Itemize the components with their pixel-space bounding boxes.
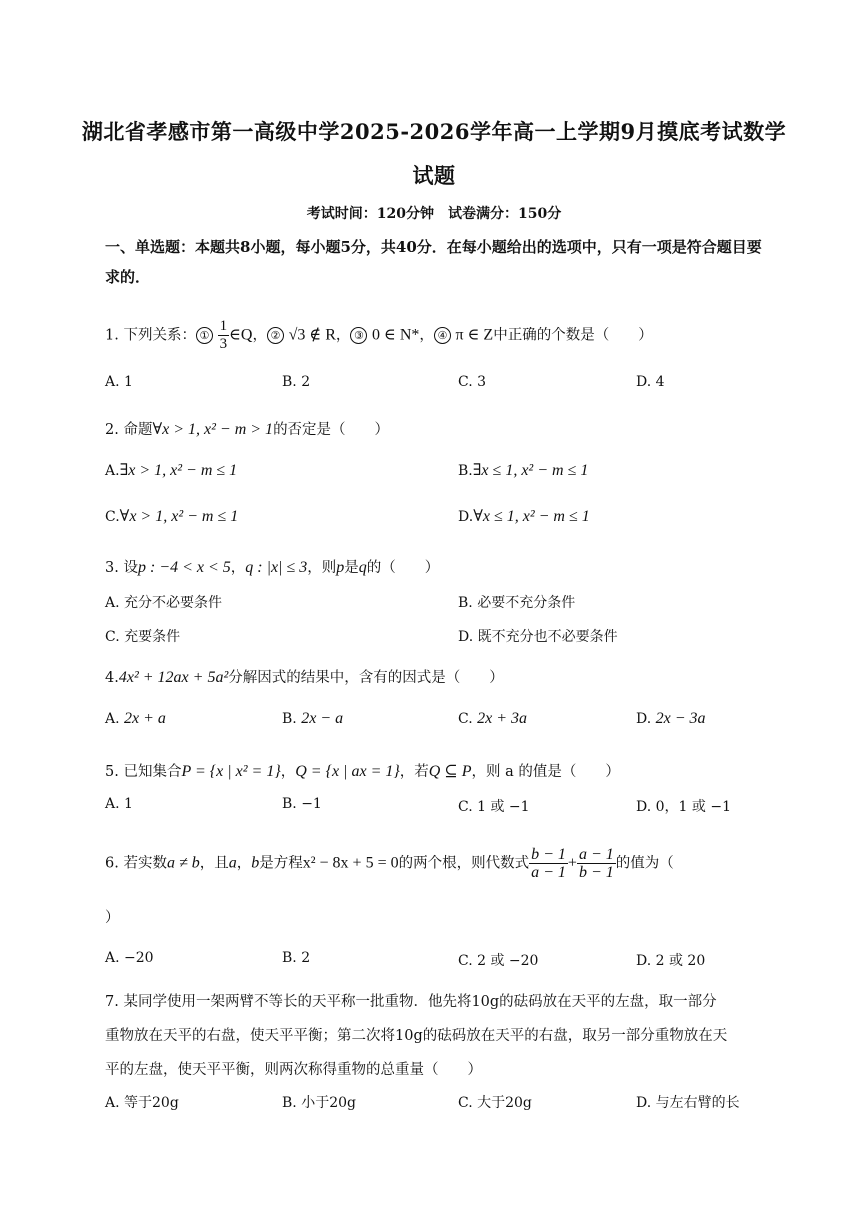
q3-p: p : −4 < x < 5 <box>137 559 231 576</box>
q1-circle-4: ④ <box>434 327 451 344</box>
q1-relation-2: √3 ∉ R <box>288 326 336 344</box>
question-2: 2. 命题∀x > 1, x² − m > 1的否定是（ ） <box>105 421 390 438</box>
q1-option-d: D. 4 <box>636 374 665 390</box>
q3-q: q : |x| ≤ 3 <box>245 559 308 576</box>
q1-circle-2: ② <box>267 327 284 344</box>
q6-option-d: D. 2 或 20 <box>636 953 706 969</box>
q6-fraction-2: $\frac{a - 1}{b - 1}$ <box>578 846 614 881</box>
q4-option-b: B. 2x − a <box>282 710 344 727</box>
q5-option-d: D. 0，1 或 −1 <box>636 799 731 815</box>
q7-option-d: D. 与左右臂的长 <box>636 1095 740 1111</box>
q1-relation-3: 0 ∈ N* <box>371 326 420 344</box>
question-3: 3. 设p : −4 < x < 5，q : |x| ≤ 3，则p是q的（ ） <box>105 559 440 576</box>
q3-option-a: A. 充分不必要条件 <box>105 595 223 611</box>
q5-subset: Q ⊆ P <box>428 763 472 780</box>
q3-option-c: C. 充要条件 <box>105 629 181 645</box>
question-7-line-2: 重物放在天平的右盘，使天平平衡；第二次将10g的砝码放在天平的右盘，取另一部分重物放在天 <box>105 1028 728 1044</box>
q2-option-a: A.∃x > 1, x² − m ≤ 1 <box>105 462 238 479</box>
q4-option-a: A. 2x + a <box>105 710 166 727</box>
exam-meta: 考试时间：120分钟 试卷满分：150分 <box>306 206 562 222</box>
question-6: 6. 若实数a ≠ b，且a，b是方程x² − 8x + 5 = 0的两个根，则代数式 $\frac{b - 1}{a - 1}$ + $\frac{a - 1}{b - 1}$ 的值为（ <box>105 846 674 881</box>
q5-option-c: C. 1 或 −1 <box>458 799 530 815</box>
q1-fraction: $\frac{1}{3}$ <box>219 318 228 352</box>
q1-lead: 1. 下列关系： <box>105 327 196 344</box>
question-5: 5. 已知集合P = {x | x² = 1}，Q = {x | ax = 1}，若Q ⊆ P，则 a 的值是（ ） <box>105 763 620 780</box>
q1-tail: 中正确的个数是（ ） <box>493 327 653 344</box>
q6-option-b: B. 2 <box>282 950 311 966</box>
q6-equation: x² − 8x + 5 = 0 <box>302 854 399 872</box>
q2-expr: ∀x > 1, x² − m > 1 <box>152 421 274 438</box>
exam-title-line2: 试题 <box>412 163 456 188</box>
q4-expr: 4x² + 12ax + 5a² <box>118 669 229 686</box>
q1-option-a: A. 1 <box>105 374 133 390</box>
q1-relation-4: π ∈ Z <box>455 326 494 344</box>
q7-option-c: C. 大于20g <box>458 1095 532 1111</box>
q6-fraction-1: $\frac{b - 1}{a - 1}$ <box>531 846 566 881</box>
q5-option-b: B. −1 <box>282 796 322 812</box>
q6-tail-line: ） <box>105 910 120 926</box>
q6-option-c: C. 2 或 −20 <box>458 953 539 969</box>
q1-circle-3: ③ <box>350 327 367 344</box>
question-7-line-3: 平的左盘，使天平平衡，则两次称得重物的总重量（ ） <box>105 1062 482 1078</box>
q2-option-d: D.∀x ≤ 1, x² − m ≤ 1 <box>458 508 590 525</box>
exam-title-line1: 湖北省孝感市第一高级中学2025-2026学年高一上学期9月摸底考试数学 <box>81 119 787 144</box>
question-7-line-1: 7. 某同学使用一架两臂不等长的天平称一批重物．他先将10g的砝码放在天平的左盘，取一部分 <box>105 994 717 1010</box>
q7-option-a: A. 等于20g <box>105 1095 179 1111</box>
q2-option-b: B.∃x ≤ 1, x² − m ≤ 1 <box>458 462 589 479</box>
q1-option-b: B. 2 <box>282 374 311 390</box>
q3-option-d: D. 既不充分也不必要条件 <box>458 629 618 645</box>
q3-option-b: B. 必要不充分条件 <box>458 595 576 611</box>
q1-relation-1: ∈Q <box>229 326 253 344</box>
q7-option-b: B. 小于20g <box>282 1095 356 1111</box>
q5-set-q: Q = {x | ax = 1} <box>295 763 400 780</box>
q1-circle-1: ① <box>196 327 213 344</box>
q2-option-c: C.∀x > 1, x² − m ≤ 1 <box>105 508 239 525</box>
section-heading: 一、单选题：本题共8小题，每小题5分，共40分．在每小题给出的选项中，只有一项是符合题目要求的． <box>105 238 762 286</box>
q4-option-c: C. 2x + 3a <box>458 710 528 727</box>
q4-option-d: D. 2x − 3a <box>636 710 706 727</box>
q6-option-a: A. −20 <box>105 950 154 966</box>
question-4: 4.4x² + 12ax + 5a²分解因式的结果中，含有的因式是（ ） <box>105 669 504 686</box>
q1-option-c: C. 3 <box>458 374 487 390</box>
q5-option-a: A. 1 <box>105 796 133 812</box>
q5-set-p: P = {x | x² = 1} <box>181 763 281 780</box>
question-1: 1. 下列关系： ① $\frac{1}{3}$ ∈Q， ② √3 ∉ R， ③ 0 ∈ N*， ④ π ∈ Z中正确的个数是（ ） <box>105 318 653 352</box>
